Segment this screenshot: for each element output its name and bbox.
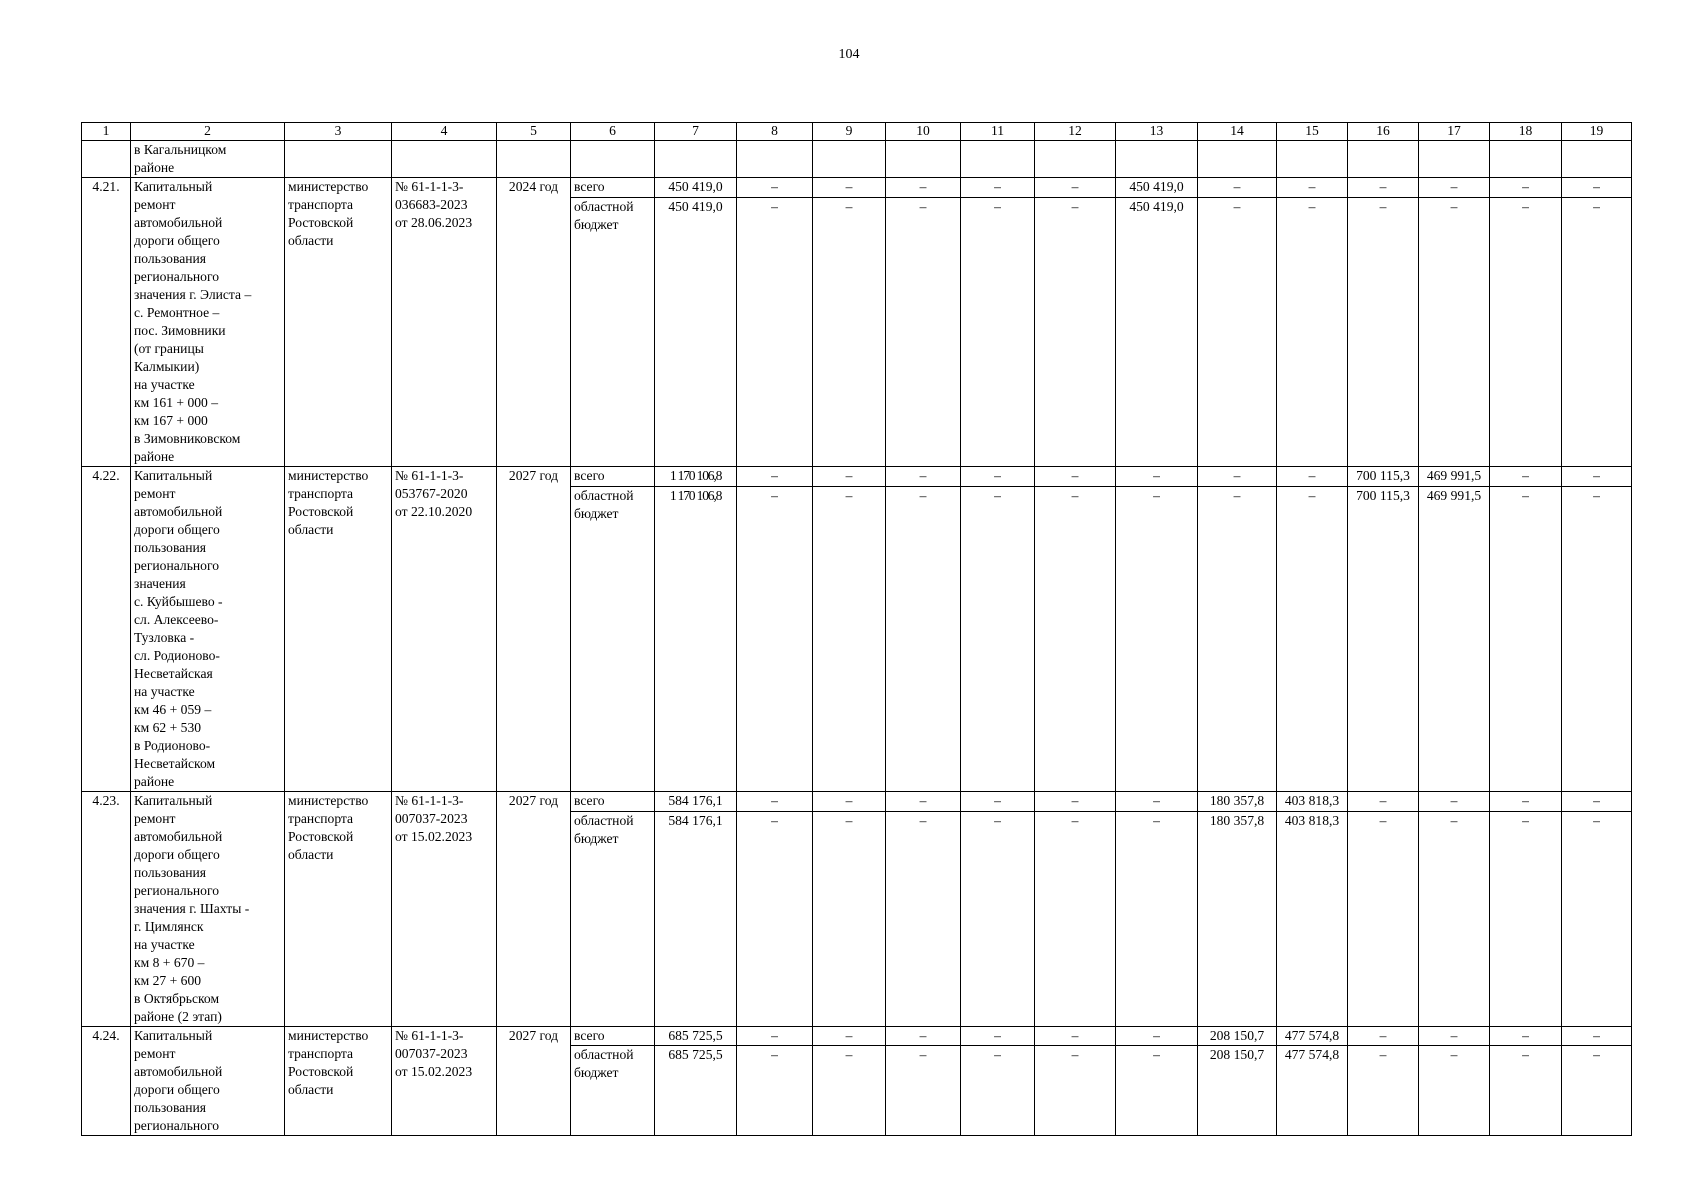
cell bbox=[1562, 141, 1632, 178]
cell bbox=[285, 141, 392, 178]
cell bbox=[571, 141, 655, 178]
total-value: 1 170 106,8 bbox=[655, 487, 737, 792]
empty-value: – bbox=[1562, 812, 1632, 1027]
empty-value: – bbox=[1490, 1046, 1562, 1136]
header-cell-19: 19 bbox=[1562, 123, 1632, 141]
customer: министерство транспорта Ростовской области bbox=[285, 1027, 392, 1136]
empty-value: – bbox=[737, 487, 813, 792]
continuation-text: в Кагальницком районе bbox=[131, 141, 285, 178]
empty-value: – bbox=[961, 812, 1035, 1027]
empty-value: – bbox=[1562, 792, 1632, 812]
empty-value: – bbox=[1562, 1046, 1632, 1136]
header-cell-10: 10 bbox=[886, 123, 961, 141]
cell bbox=[737, 141, 813, 178]
header-cell-9: 9 bbox=[813, 123, 886, 141]
total-value: 450 419,0 bbox=[655, 178, 737, 198]
empty-value: – bbox=[1419, 178, 1490, 198]
source-label: областной бюджет bbox=[571, 198, 655, 467]
empty-value: – bbox=[1419, 1027, 1490, 1046]
empty-value: – bbox=[1035, 792, 1116, 812]
cell bbox=[1490, 141, 1562, 178]
empty-value: – bbox=[886, 812, 961, 1027]
empty-value: – bbox=[813, 792, 886, 812]
empty-value: – bbox=[813, 467, 886, 487]
source-label: всего bbox=[571, 178, 655, 198]
row-number: 4.24. bbox=[82, 1027, 131, 1136]
empty-value: – bbox=[1277, 467, 1348, 487]
empty-value: – bbox=[961, 198, 1035, 467]
value-cell: 403 818,3 bbox=[1277, 792, 1348, 812]
header-cell-16: 16 bbox=[1348, 123, 1419, 141]
source-label: всего bbox=[571, 467, 655, 487]
empty-value: – bbox=[1348, 792, 1419, 812]
value-cell: 477 574,8 bbox=[1277, 1046, 1348, 1136]
empty-value: – bbox=[1116, 1046, 1198, 1136]
empty-value: – bbox=[813, 1027, 886, 1046]
total-value: 584 176,1 bbox=[655, 792, 737, 812]
customer: министерство транспорта Ростовской области bbox=[285, 792, 392, 1027]
cell bbox=[1116, 141, 1198, 178]
empty-value: – bbox=[886, 198, 961, 467]
empty-value: – bbox=[1035, 178, 1116, 198]
table-row bbox=[82, 1027, 1632, 1046]
customer: министерство транспорта Ростовской области bbox=[285, 178, 392, 467]
empty-value: – bbox=[961, 467, 1035, 487]
empty-value: – bbox=[1348, 1046, 1419, 1136]
empty-value: – bbox=[1348, 178, 1419, 198]
source-label: областной бюджет bbox=[571, 1046, 655, 1136]
empty-value: – bbox=[813, 198, 886, 467]
value-cell: 403 818,3 bbox=[1277, 812, 1348, 1027]
empty-value: – bbox=[1035, 812, 1116, 1027]
empty-value: – bbox=[1116, 812, 1198, 1027]
empty-value: – bbox=[737, 792, 813, 812]
year: 2027 год bbox=[497, 467, 571, 792]
empty-value: – bbox=[1277, 198, 1348, 467]
empty-value: – bbox=[1490, 487, 1562, 792]
header-cell-8: 8 bbox=[737, 123, 813, 141]
empty-value: – bbox=[813, 178, 886, 198]
empty-value: – bbox=[886, 792, 961, 812]
cell bbox=[655, 141, 737, 178]
header-cell-2: 2 bbox=[131, 123, 285, 141]
year: 2027 год bbox=[497, 1027, 571, 1136]
empty-value: – bbox=[886, 1046, 961, 1136]
value-cell: 469 991,5 bbox=[1419, 487, 1490, 792]
source-label: областной бюджет bbox=[571, 812, 655, 1027]
object-name: Капитальный ремонт автомобильной дороги общего пользования регионального значения г. Элиста – с. Ремонтное – пос. Зимовники (от границы Калмыкии) на участке км 161 + 000 – км 167 + 000 в Зимовниковском районе bbox=[131, 178, 285, 467]
header-cell-5: 5 bbox=[497, 123, 571, 141]
object-name: Капитальный ремонт автомобильной дороги общего пользования регионального значения с. Куйбышево - сл. Алексеево- Тузловка - сл. Родионово- Несветайская на участке км 46 + 059 – км 62 + 530 в Родионово- Несветайском районе bbox=[131, 467, 285, 792]
empty-value: – bbox=[1116, 792, 1198, 812]
empty-value: – bbox=[886, 178, 961, 198]
empty-value: – bbox=[737, 1027, 813, 1046]
empty-value: – bbox=[1562, 467, 1632, 487]
value-cell: 469 991,5 bbox=[1419, 467, 1490, 487]
empty-value: – bbox=[886, 1027, 961, 1046]
source-label: областной бюджет bbox=[571, 487, 655, 792]
budget-table bbox=[81, 122, 1632, 1136]
year: 2027 год bbox=[497, 792, 571, 1027]
empty-value: – bbox=[961, 1027, 1035, 1046]
empty-value: – bbox=[737, 198, 813, 467]
cell bbox=[1277, 141, 1348, 178]
page-number: 104 bbox=[838, 47, 860, 62]
empty-value: – bbox=[1419, 792, 1490, 812]
empty-value: – bbox=[1490, 1027, 1562, 1046]
total-value: 685 725,5 bbox=[655, 1046, 737, 1136]
empty-value: – bbox=[961, 1046, 1035, 1136]
total-value: 1 170 106,8 bbox=[655, 467, 737, 487]
header-cell-12: 12 bbox=[1035, 123, 1116, 141]
value-cell: 450 419,0 bbox=[1116, 178, 1198, 198]
header-cell-4: 4 bbox=[392, 123, 497, 141]
cell bbox=[1419, 141, 1490, 178]
empty-value: – bbox=[737, 467, 813, 487]
empty-value: – bbox=[1419, 198, 1490, 467]
value-cell: 208 150,7 bbox=[1198, 1046, 1277, 1136]
empty-value: – bbox=[1198, 487, 1277, 792]
empty-value: – bbox=[1490, 198, 1562, 467]
header-row bbox=[82, 123, 1632, 141]
value-cell: 450 419,0 bbox=[1116, 198, 1198, 467]
document-ref: № 61-1-1-3- 036683-2023 от 28.06.2023 bbox=[392, 178, 497, 467]
empty-value: – bbox=[737, 1046, 813, 1136]
row-number: 4.23. bbox=[82, 792, 131, 1027]
empty-value: – bbox=[1562, 178, 1632, 198]
cell bbox=[1035, 141, 1116, 178]
continuation-row bbox=[82, 141, 1632, 178]
empty-value: – bbox=[1198, 467, 1277, 487]
empty-value: – bbox=[1490, 792, 1562, 812]
document-ref: № 61-1-1-3- 007037-2023 от 15.02.2023 bbox=[392, 1027, 497, 1136]
empty-value: – bbox=[1277, 487, 1348, 792]
row-number: 4.21. bbox=[82, 178, 131, 467]
value-cell: 477 574,8 bbox=[1277, 1027, 1348, 1046]
cell bbox=[813, 141, 886, 178]
empty-value: – bbox=[1348, 1027, 1419, 1046]
total-value: 450 419,0 bbox=[655, 198, 737, 467]
customer: министерство транспорта Ростовской области bbox=[285, 467, 392, 792]
header-cell-7: 7 bbox=[655, 123, 737, 141]
object-name: Капитальный ремонт автомобильной дороги общего пользования регионального bbox=[131, 1027, 285, 1136]
empty-value: – bbox=[1116, 1027, 1198, 1046]
empty-value: – bbox=[1562, 1027, 1632, 1046]
empty-value: – bbox=[1419, 812, 1490, 1027]
empty-value: – bbox=[1198, 178, 1277, 198]
empty-value: – bbox=[1348, 198, 1419, 467]
cell bbox=[392, 141, 497, 178]
empty-value: – bbox=[1035, 467, 1116, 487]
table-body bbox=[82, 123, 1632, 1136]
table-row bbox=[82, 467, 1632, 487]
empty-value: – bbox=[1490, 812, 1562, 1027]
value-cell: 208 150,7 bbox=[1198, 1027, 1277, 1046]
empty-value: – bbox=[961, 487, 1035, 792]
header-cell-6: 6 bbox=[571, 123, 655, 141]
empty-value: – bbox=[1348, 812, 1419, 1027]
header-cell-13: 13 bbox=[1116, 123, 1198, 141]
header-cell-1: 1 bbox=[82, 123, 131, 141]
empty-value: – bbox=[813, 812, 886, 1027]
empty-value: – bbox=[1419, 1046, 1490, 1136]
empty-value: – bbox=[961, 178, 1035, 198]
cell-num bbox=[82, 141, 131, 178]
empty-value: – bbox=[1490, 467, 1562, 487]
cell bbox=[497, 141, 571, 178]
empty-value: – bbox=[961, 792, 1035, 812]
empty-value: – bbox=[1035, 487, 1116, 792]
value-cell: 700 115,3 bbox=[1348, 487, 1419, 792]
empty-value: – bbox=[813, 1046, 886, 1136]
header-cell-18: 18 bbox=[1490, 123, 1562, 141]
cell bbox=[1198, 141, 1277, 178]
empty-value: – bbox=[1277, 178, 1348, 198]
header-cell-14: 14 bbox=[1198, 123, 1277, 141]
empty-value: – bbox=[1035, 198, 1116, 467]
object-name: Капитальный ремонт автомобильной дороги общего пользования регионального значения г. Шахты - г. Цимлянск на участке км 8 + 670 – км 27 + 600 в Октябрьском районе (2 этап) bbox=[131, 792, 285, 1027]
empty-value: – bbox=[813, 487, 886, 792]
empty-value: – bbox=[1116, 467, 1198, 487]
empty-value: – bbox=[737, 178, 813, 198]
value-cell: 700 115,3 bbox=[1348, 467, 1419, 487]
document-ref: № 61-1-1-3- 053767-2020 от 22.10.2020 bbox=[392, 467, 497, 792]
empty-value: – bbox=[1116, 487, 1198, 792]
table-row bbox=[82, 178, 1632, 198]
empty-value: – bbox=[1035, 1046, 1116, 1136]
empty-value: – bbox=[886, 467, 961, 487]
cell bbox=[886, 141, 961, 178]
value-cell: 180 357,8 bbox=[1198, 812, 1277, 1027]
empty-value: – bbox=[1198, 198, 1277, 467]
value-cell: 180 357,8 bbox=[1198, 792, 1277, 812]
empty-value: – bbox=[1562, 198, 1632, 467]
source-label: всего bbox=[571, 1027, 655, 1046]
document-ref: № 61-1-1-3- 007037-2023 от 15.02.2023 bbox=[392, 792, 497, 1027]
total-value: 584 176,1 bbox=[655, 812, 737, 1027]
header-cell-15: 15 bbox=[1277, 123, 1348, 141]
empty-value: – bbox=[886, 487, 961, 792]
header-cell-11: 11 bbox=[961, 123, 1035, 141]
total-value: 685 725,5 bbox=[655, 1027, 737, 1046]
row-number: 4.22. bbox=[82, 467, 131, 792]
empty-value: – bbox=[1490, 178, 1562, 198]
empty-value: – bbox=[1035, 1027, 1116, 1046]
source-label: всего bbox=[571, 792, 655, 812]
cell bbox=[961, 141, 1035, 178]
cell bbox=[1348, 141, 1419, 178]
empty-value: – bbox=[1562, 487, 1632, 792]
table-row bbox=[82, 792, 1632, 812]
header-cell-17: 17 bbox=[1419, 123, 1490, 141]
header-cell-3: 3 bbox=[285, 123, 392, 141]
empty-value: – bbox=[737, 812, 813, 1027]
year: 2024 год bbox=[497, 178, 571, 467]
